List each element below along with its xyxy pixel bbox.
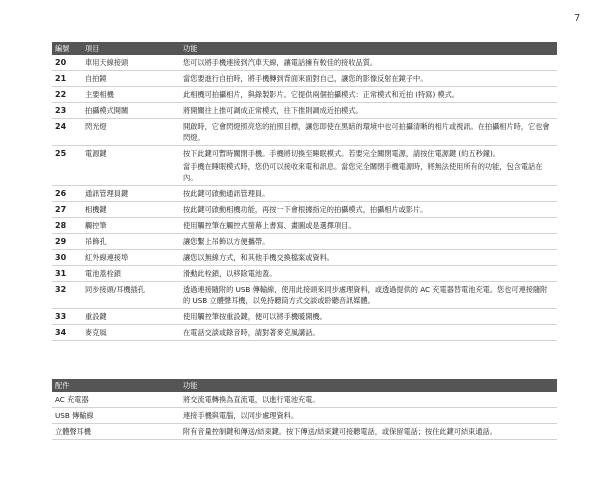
row-function: [180, 71, 557, 87]
row-function: [180, 186, 557, 202]
table-row: [52, 392, 557, 408]
row-item: 電池蓋栓鎖: [82, 266, 180, 282]
function-paragraph: 當您要進行自拍時，將手機轉到背面來面對自己，讓您的影像反射在鏡子中。: [183, 74, 428, 83]
row-number: 21: [52, 71, 82, 87]
row-item: 自拍鏡: [82, 71, 180, 87]
features-header-row: [52, 42, 557, 55]
table-row: [52, 325, 557, 341]
row-item: 觸控筆: [82, 218, 180, 234]
row-item: 車用天線接頭: [82, 55, 180, 71]
table-row: [52, 408, 557, 424]
page-number: 7: [574, 13, 581, 24]
table-row: [52, 87, 557, 103]
row-function: [180, 234, 557, 250]
row-number: 24: [52, 119, 82, 146]
row-number: 26: [52, 186, 82, 202]
row-number: 31: [52, 266, 82, 282]
accessory-function: 將交流電轉換為直流電，以進行電池充電。: [180, 392, 557, 408]
header-no: 編號: [52, 42, 82, 55]
table-row: [52, 250, 557, 266]
table-row: [52, 55, 557, 71]
row-item: 主要相機: [82, 87, 180, 103]
row-number: 29: [52, 234, 82, 250]
accessories-table: [52, 379, 557, 440]
row-function: [180, 250, 557, 266]
row-item: 麥克風: [82, 325, 180, 341]
row-item: 閃光燈: [82, 119, 180, 146]
row-function: [180, 119, 557, 146]
table-row: [52, 119, 557, 146]
header-item: 項目: [82, 42, 180, 55]
table-row: [52, 282, 557, 309]
function-paragraph: 將開關往上推可調成正常模式，往下推則調成近拍模式。: [183, 106, 363, 115]
row-number: 25: [52, 146, 82, 186]
function-paragraph: 當手機在睡眠模式時，您仍可以接收來電和訊息。當您完全關閉手機電源時，將無法使用所有的功能，包含電話在內。: [183, 162, 543, 182]
header-function: 功能: [180, 42, 557, 55]
row-number: 23: [52, 103, 82, 119]
function-paragraph: 讓您繫上吊飾以方便攜帶。: [183, 237, 270, 246]
table-row: [52, 218, 557, 234]
function-paragraph: 此相機可拍攝相片，與錄製影片。它提供兩個拍攝模式：正常模式和近拍 (特寫) 模式。: [183, 90, 460, 99]
function-paragraph: 按下此鍵可暫時關閉手機。手機將切換至睡眠模式。若要完全關閉電源，請按住電源鍵 (約五秒鐘)。: [183, 149, 500, 158]
function-paragraph: 開啟時，它會閃燈照亮您的拍照目標，讓您即使在黑暗的環境中也可拍攝清晰的相片或視訊。在拍攝相片時，它也會閃燈。: [183, 122, 550, 142]
row-number: 33: [52, 309, 82, 325]
row-number: 28: [52, 218, 82, 234]
function-paragraph: 使用觸控筆在觸控式螢幕上書寫、畫圖或是選擇項目。: [183, 221, 356, 230]
function-paragraph: 在電話交談或錄音時，請對著麥克風講話。: [183, 328, 320, 337]
row-item: 同步接頭/耳機插孔: [82, 282, 180, 309]
row-function: [180, 103, 557, 119]
row-item: 電源鍵: [82, 146, 180, 186]
table-row: [52, 103, 557, 119]
row-number: 30: [52, 250, 82, 266]
row-number: 32: [52, 282, 82, 309]
table-row: [52, 146, 557, 186]
function-paragraph: 按此鍵可啟動通訊管理員。: [183, 189, 270, 198]
accessory-function: 附有音量控制鍵和傳送/結束鍵。按下傳送/結束鍵可接聽電話，或保留電話；按住此鍵可結束通話。: [180, 424, 557, 440]
table-row: [52, 266, 557, 282]
table-row: [52, 202, 557, 218]
row-item: 紅外線連接埠: [82, 250, 180, 266]
row-function: [180, 325, 557, 341]
function-paragraph: 使用觸控筆按重設鍵，便可以將手機暖開機。: [183, 312, 327, 321]
row-item: 相機鍵: [82, 202, 180, 218]
function-paragraph: 透過連接隨附的 USB 傳輸線，使用此接頭來同步處理資料，或透過提供的 AC 充電器替電池充電。您也可連接隨附的 USB 立體聲耳機，以免持聽筒方式交談或聆聽音訊媒體。: [183, 285, 548, 305]
row-function: [180, 146, 557, 186]
row-number: 22: [52, 87, 82, 103]
row-function: [180, 55, 557, 71]
table-row: [52, 309, 557, 325]
row-number: 27: [52, 202, 82, 218]
row-function: [180, 266, 557, 282]
function-paragraph: 滑動此栓鎖，以移除電池蓋。: [183, 269, 277, 278]
header-accessory: 配件: [52, 379, 180, 392]
accessories-header-row: [52, 379, 557, 392]
row-number: 34: [52, 325, 82, 341]
features-table: [52, 42, 557, 341]
row-item: 通訊管理員鍵: [82, 186, 180, 202]
table-row: [52, 424, 557, 440]
table-row: [52, 234, 557, 250]
table-row: [52, 71, 557, 87]
accessory-name: 立體聲耳機: [52, 424, 180, 440]
row-item: 重設鍵: [82, 309, 180, 325]
row-number: 20: [52, 55, 82, 71]
function-paragraph: 您可以將手機連接到汽車天線，讓電話擁有較佳的接收品質。: [183, 58, 378, 67]
accessory-function: 連接手機與電腦，以同步處理資料。: [180, 408, 557, 424]
row-function: [180, 218, 557, 234]
accessory-name: AC 充電器: [52, 392, 180, 408]
accessory-name: USB 傳輸線: [52, 408, 180, 424]
row-function: [180, 309, 557, 325]
row-item: 拍攝模式開關: [82, 103, 180, 119]
row-function: [180, 282, 557, 309]
function-paragraph: 讓您以無線方式，和其他手機交換檔案或資料。: [183, 253, 334, 262]
table-row: [52, 186, 557, 202]
row-function: [180, 202, 557, 218]
header-accessory-function: 功能: [180, 379, 557, 392]
row-item: 吊飾孔: [82, 234, 180, 250]
function-paragraph: 按此鍵可啟動相機功能，再按一下會根據指定的拍攝模式，拍攝相片或影片。: [183, 205, 428, 214]
row-function: [180, 87, 557, 103]
